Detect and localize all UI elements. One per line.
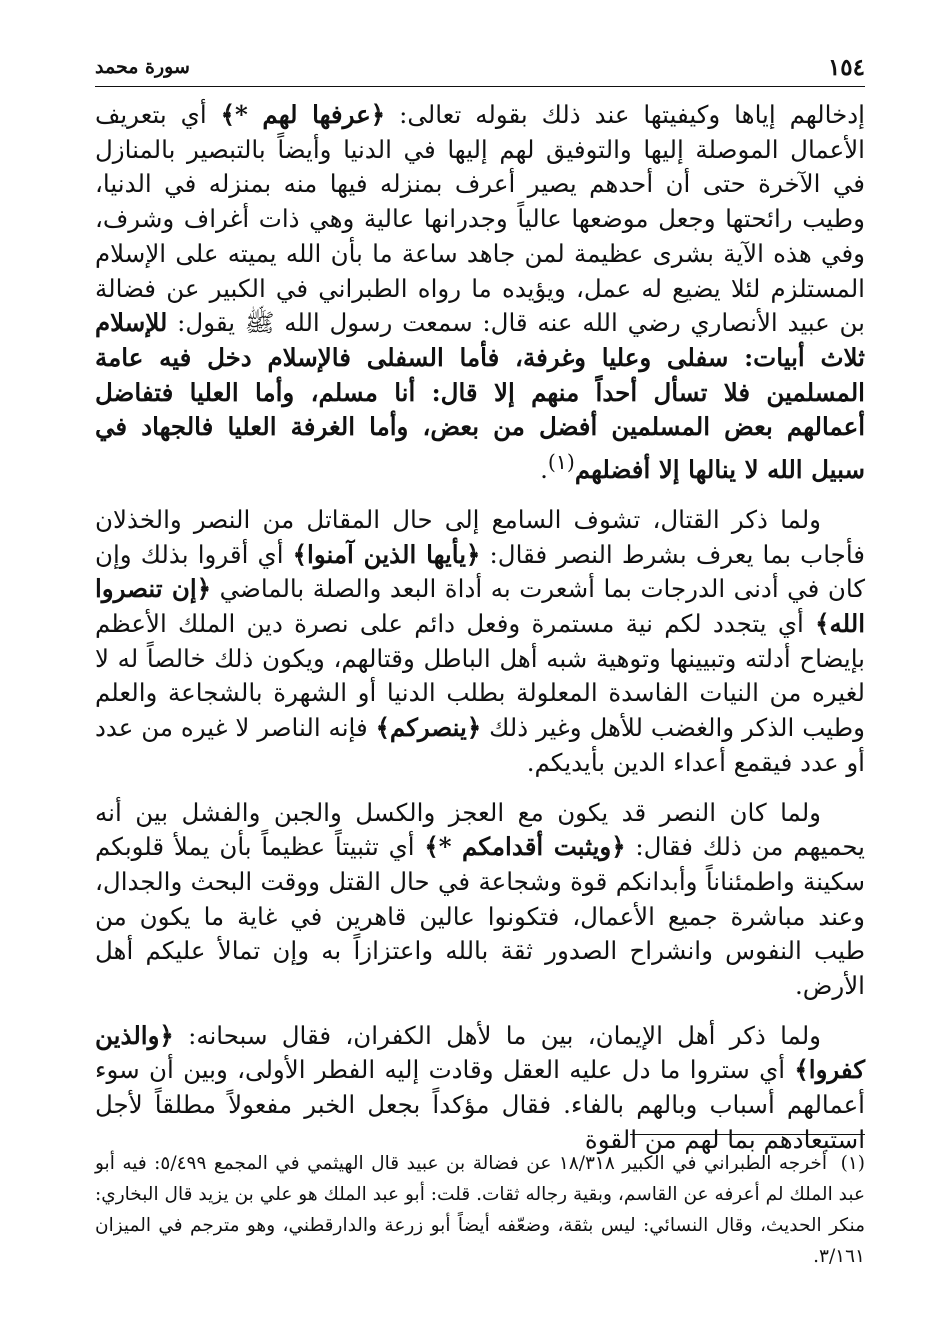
page-number: ١٥٤ [827, 54, 865, 81]
page-header [95, 52, 865, 87]
main-text [95, 98, 865, 1173]
paragraph-2 [95, 503, 865, 781]
paragraph-3 [95, 796, 865, 1004]
quran-quote: ﴿يأيها الذين آمنوا﴾ [292, 539, 481, 569]
running-title: سورة محمد [95, 56, 190, 78]
footnote [95, 1148, 865, 1272]
footnote-number: (١) [840, 1153, 865, 1174]
text: أي بتعريف الأعمال الموصلة إليها والتوفيق لهم إليها في الدنيا وأيضاً بالتبصير بالمنازل في الآخرة حتى أن أحدهم يصير أعرف بمنزله فيها منه بمنزله في الدنيا، وطيب رائحتها وجعل موضعها عالياً وجدرانها عالية وهي ذات أغراف وشرف، وفي هذه الآية بشرى عظيمة لمن جاهد ساعة ما بأن الله يميته على الإسلام المستلزم لئلا يضيع له عمل، ويؤيده ما رواه الطبراني في الكبير عن فضالة بن عبيد الأنصاري رضي الله عنه قال: سمعت رسول الله ﷺ يقول: [95, 100, 865, 338]
hadith-text: للإسلام ثلاث أبيات: سفلى وعليا وغرفة، فأما السفلى فالإسلام دخل فيه عامة المسلمين فلا تسأل أحداً منهم إلا قال: أنا مسلم، وأما العليا فتفاضل أعمالهم بعض المسلمين أفضل من بعض، وأما الغرفة العليا فالجهاد في سبيل الله لا ينالها إلا أفضلهم [95, 308, 866, 485]
footnote-reference: (١) [547, 450, 575, 475]
quran-quote: ﴿ويثبت أقدامكم *﴾ [424, 832, 626, 862]
footnote-divider [630, 1134, 865, 1135]
quran-quote: ﴿عرفها لهم *﴾ [220, 100, 386, 129]
text: فإنه الناصر لا غيره من عدد أو عدد فيقمع أعداء الدين بأيديكم. [95, 713, 865, 777]
footnote-text: أخرجه الطبراني في الكبير ١٨/٣١٨ عن فضالة بن عبيد قال الهيثمي في المجمع ٥/٤٩٩: فيه أبو عبد الملك لم أعرفه عن القاسم، وبقية رجاله ثقات. قلت: أبو عبد الملك هو علي بن يزيد قال البخاري: منكر الحديث، وقال النسائي: ليس بثقة، وضعّفه أيضاً أبو زرعة والدارقطني، وهو مترجم في الميزان ٣/١٦١. [95, 1153, 865, 1267]
text: أي تثبيتاً عظيماً بأن يملأ قلوبكم سكينة واطمئناناً وأبدانكم قوة وشجاعة في حال القتل ووقت البحث والجدال، وعند مباشرة جميع الأعمال، فتكونوا عالين قاهرين في غاية ما يكون من طيب النفوس وانشراح الصدور ثقة بالله واعتزازاً به وإن تمالأ عليكم أهل الأرض. [95, 832, 865, 1001]
paragraph-1 [95, 98, 865, 488]
text: أي يتجدد لكم نية مستمرة وفعل دائم على نصرة دين الملك الأعظم بإيضاح أدلته وتبيينها وتوهية شبه أهل الباطل وقتالهم، ويكون ذلك خالصاً له لا لغيره من النيات الفاسدة المعلولة بطلب الدنيا أو الشهرة بالشجاعة والعلم وطيب الذكر والغضب للأهل وغير ذلك [95, 609, 865, 743]
text: أي أقروا بذلك وإن كان في أدنى الدرجات بما أشعرت به أداة البعد والصلة بالماضي [95, 539, 865, 604]
quran-quote: ﴿والذين كفروا﴾ [95, 1020, 865, 1085]
text: . [540, 455, 548, 485]
text: إدخالهم إياها وكيفيتها عند ذلك بقوله تعالى: [385, 100, 865, 129]
text: ولما ذكر القتال، تشوف السامع إلى حال المقاتل من النصر والخذلان فأجاب بما يعرف بشرط النصر فقال: [95, 504, 865, 569]
text: ولما كان النصر قد يكون مع العجز والكسل والجبن والفشل بين أنه يحميهم من ذلك فقال: [95, 797, 865, 862]
quran-quote: ﴿ينصركم﴾ [375, 713, 482, 743]
quran-quote: ﴿إن تنصروا الله﴾ [95, 574, 865, 638]
paragraph-4 [95, 1019, 865, 1158]
text: أي ستروا ما دل عليه العقل وقادت إليه الفطر الأولى، وبين أن سوء أعمالهم أسباب وبالهم بالفاء. فقال مؤكداً بجعل الخبر مفعولاً مطلقاً لأجل استبعادهم بما لهم من القوة [95, 1055, 865, 1154]
text: ولما ذكر أهل الإيمان، بين ما لأهل الكفران، فقال سبحانه: [173, 1020, 821, 1050]
